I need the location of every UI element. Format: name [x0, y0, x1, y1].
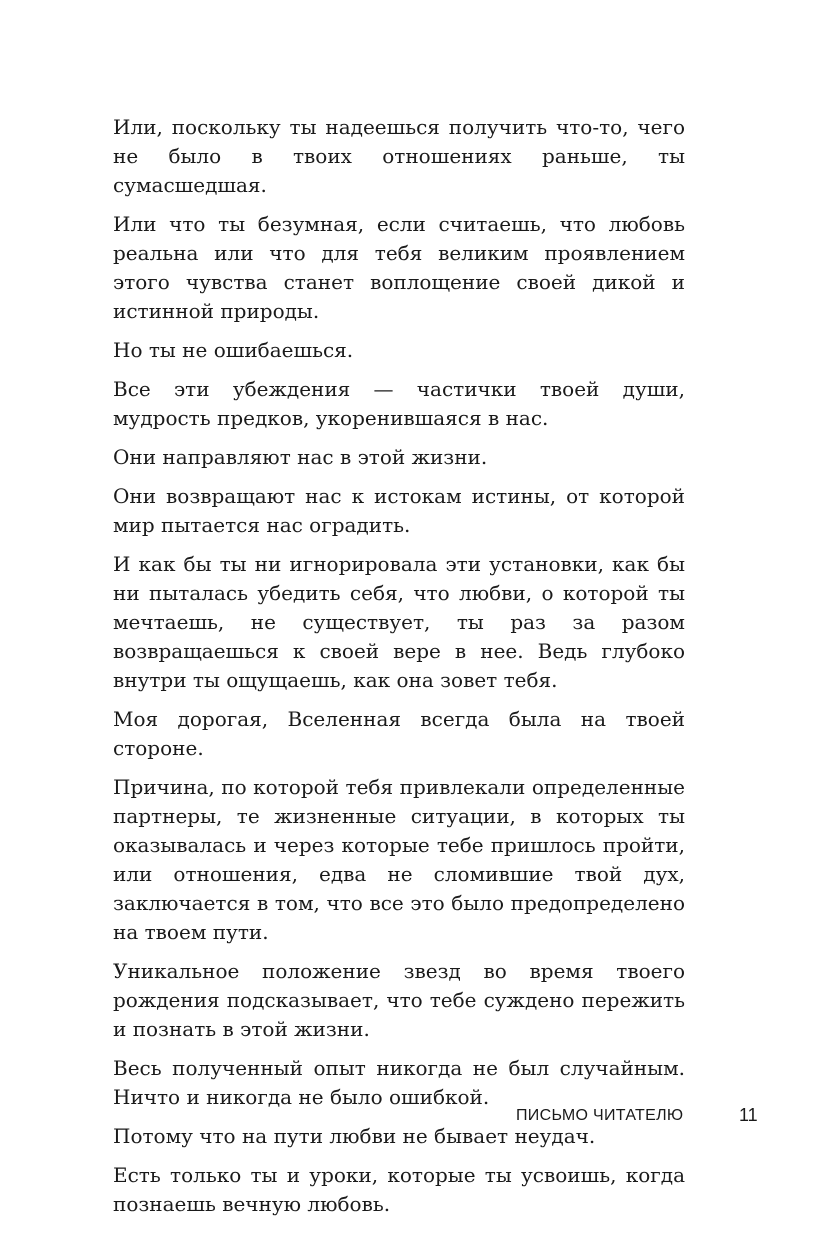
paragraph: Или, поскольку ты надеешься получить что-то, чего не было в твоих отношениях раньше, ты сумасшедшая.	[113, 115, 685, 197]
paragraph: Они возвращают нас к истокам истины, от которой мир пытается нас оградить.	[113, 484, 685, 537]
paragraph: Но ты не ошибаешься.	[113, 338, 354, 362]
paragraph: Все эти убеждения — частички твоей души, мудрость предков, укоренившаяся в нас.	[113, 377, 685, 430]
body-text	[113, 113, 685, 1229]
paragraph: Весь полученный опыт никогда не был случайным. Ничто и никогда не было ошибкой.	[113, 1056, 685, 1109]
running-footer-title: ПИСЬМО ЧИТАТЕЛЮ	[516, 1107, 684, 1124]
paragraph: Моя дорогая, Вселенная всегда была на твоей стороне.	[113, 707, 685, 760]
paragraph: Причина, по которой тебя привлекали определенные партнеры, те жизненные ситуации, в которых ты оказывалась и через которые тебе пришлось пройти, или отношения, едва не сломившие твой дух, заключается в том, что все это было предопределено на твоем пути.	[113, 775, 685, 944]
paragraph: Есть только ты и уроки, которые ты усвоишь, когда познаешь вечную любовь.	[113, 1163, 685, 1216]
paragraph: И как бы ты ни игнорировала эти установки, как бы ни пыталась убедить себя, что любви, о которой ты мечтаешь, не существует, ты раз за разом возвращаешься к своей вере в нее. Ведь глубоко внутри ты ощущаешь, как она зовет тебя.	[113, 552, 685, 692]
paragraph: Они направляют нас в этой жизни.	[113, 445, 488, 469]
paragraph: Или что ты безумная, если считаешь, что любовь реальна или что для тебя великим проявлением этого чувства станет воплощение своей дикой и истинной природы.	[113, 212, 685, 323]
paragraph: Потому что на пути любви не бывает неудач.	[113, 1124, 596, 1148]
paragraph: Уникальное положение звезд во время твоего рождения подсказывает, что тебе суждено пережить и познать в этой жизни.	[113, 959, 685, 1041]
page-number: 11	[739, 1105, 758, 1125]
